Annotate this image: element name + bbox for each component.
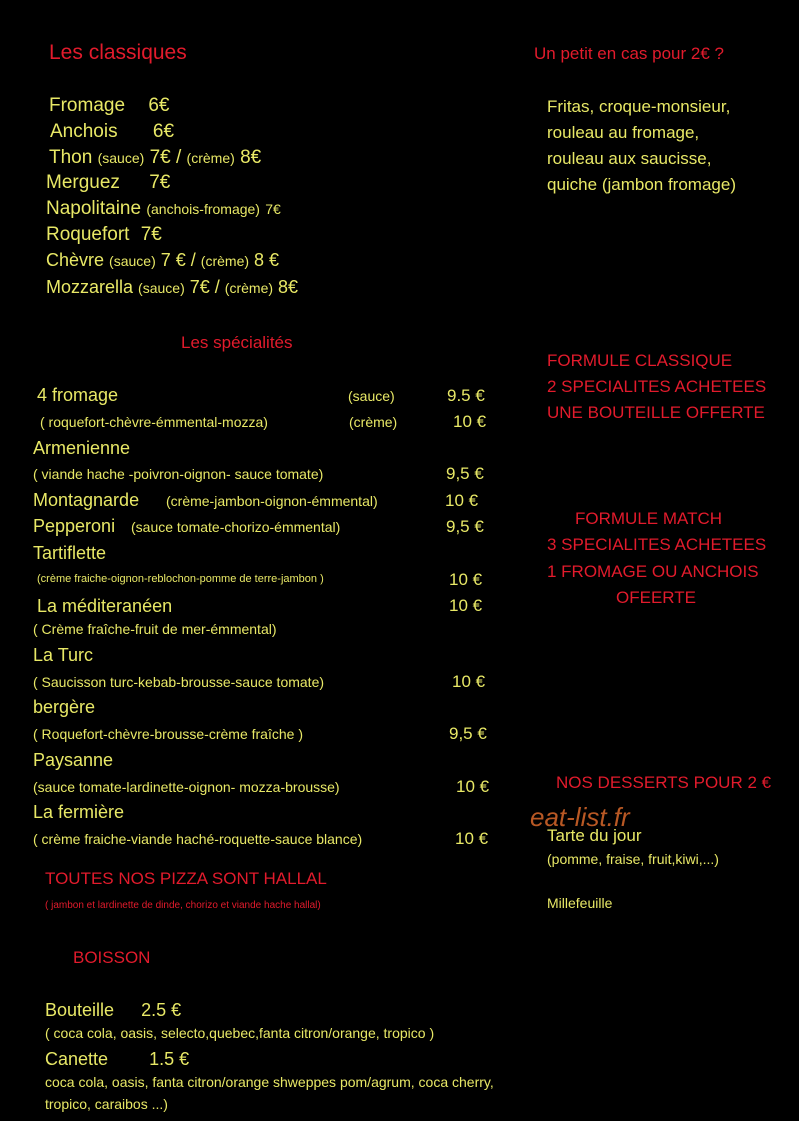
spec-desc: (crème-jambon-oignon-émmental) xyxy=(166,493,378,509)
item-price: 7 € / xyxy=(160,250,196,270)
spec-name: Paysanne xyxy=(33,750,114,770)
spec-option: (crème) xyxy=(349,414,398,430)
spec-price: 9,5 € xyxy=(449,724,487,743)
item-name: Thon xyxy=(49,147,93,168)
item-price: 8€ xyxy=(240,147,262,168)
formule-match-line: 3 SPECIALITES ACHETEES xyxy=(547,535,767,554)
encas-line: quiche (jambon fromage) xyxy=(547,175,736,194)
spec-desc: (sauce tomate-chorizo-émmental) xyxy=(131,519,341,535)
spec-name: Montagnarde xyxy=(33,490,140,510)
spec-name: La méditeranéen xyxy=(37,596,173,616)
spec-price: 10 € xyxy=(452,672,486,691)
item-price: 7€ xyxy=(265,201,281,217)
item-price: 7€ xyxy=(140,224,162,245)
spec-name: 4 fromage xyxy=(37,385,119,405)
classique-roquefort xyxy=(46,225,162,244)
hallal-title: TOUTES NOS PIZZA SONT HALLAL xyxy=(45,869,327,888)
hallal-note: ( jambon et lardinette de dinde, chorizo et viande hache hallal) xyxy=(45,900,321,911)
dessert-desc: (pomme, fraise, fruit,kiwi,...) xyxy=(547,851,719,867)
item-price: 7€ xyxy=(149,172,171,193)
boisson-bouteille-desc: ( coca cola, oasis, selecto,quebec,fanta citron/orange, tropico ) xyxy=(45,1025,435,1041)
boisson-title: BOISSON xyxy=(73,948,151,967)
item-price: 1.5 € xyxy=(149,1049,190,1069)
spec-desc: (sauce tomate-lardinette-oignon- mozza-brousse) xyxy=(33,779,340,795)
spec-name: bergère xyxy=(33,697,96,717)
item-name: Anchois xyxy=(50,121,118,142)
encas-title: Un petit en cas pour 2€ ? xyxy=(534,44,724,63)
classique-mozzarella xyxy=(46,278,298,296)
classique-thon xyxy=(49,148,261,167)
item-name: Bouteille xyxy=(45,1000,115,1020)
spec-desc: (crème fraiche-oignon-reblochon-pomme de terre-jambon ) xyxy=(37,573,324,585)
item-option: (sauce) xyxy=(97,150,145,166)
boisson-canette-desc: coca cola, oasis, fanta citron/orange shweppes pom/agrum, coca cherry, xyxy=(45,1074,494,1090)
item-name: Merguez xyxy=(46,172,120,193)
dessert-item: Millefeuille xyxy=(547,895,613,911)
classique-napolitaine xyxy=(46,199,281,218)
item-price: 6€ xyxy=(148,95,170,116)
spec-name: Tartiflette xyxy=(33,543,107,563)
item-name: Mozzarella xyxy=(46,277,134,297)
item-desc: (anchois-fromage) xyxy=(146,201,260,217)
boisson-bouteille xyxy=(45,1001,181,1019)
spec-price: 10 € xyxy=(445,491,479,510)
item-option: (crème) xyxy=(224,280,274,296)
spec-name: Armenienne xyxy=(33,438,131,458)
desserts-title: NOS DESSERTS POUR 2 € xyxy=(556,773,772,792)
item-name: Fromage xyxy=(49,95,126,116)
formule-classique-line: FORMULE CLASSIQUE xyxy=(547,351,733,370)
classique-merguez xyxy=(46,173,170,192)
dessert-item: Tarte du jour xyxy=(547,826,642,845)
spec-price: 9,5 € xyxy=(446,517,484,536)
spec-price: 10 € xyxy=(455,829,489,848)
item-option: (sauce) xyxy=(109,253,156,269)
spec-price: 10 € xyxy=(456,777,490,796)
item-price: 6€ xyxy=(152,121,175,142)
spec-price: 10 € xyxy=(449,570,483,589)
spec-desc: ( Roquefort-chèvre-brousse-crème fraîche ) xyxy=(33,726,303,742)
spec-price: 10 € xyxy=(453,412,487,431)
boisson-canette-desc: tropico, caraibos ...) xyxy=(45,1096,168,1112)
item-price: 8€ xyxy=(278,277,299,297)
item-option: (sauce) xyxy=(138,280,185,296)
item-name: Napolitaine xyxy=(46,198,142,219)
formule-classique-line: UNE BOUTEILLE OFFERTE xyxy=(547,403,765,422)
classique-anchois xyxy=(50,122,174,141)
spec-price: 9,5 € xyxy=(446,464,484,483)
spec-price: 9.5 € xyxy=(447,386,485,405)
spec-desc: ( roquefort-chèvre-émmental-mozza) xyxy=(40,414,268,430)
item-name: Roquefort xyxy=(46,224,130,245)
spec-desc: ( Crème fraîche-fruit de mer-émmental) xyxy=(33,621,277,637)
item-name: Chèvre xyxy=(46,250,105,270)
item-option: (crème) xyxy=(186,150,235,166)
spec-price: 10 € xyxy=(449,596,483,615)
item-price: 2.5 € xyxy=(141,1000,182,1020)
spec-desc: ( crème fraiche-viande haché-roquette-sauce blance) xyxy=(33,831,363,847)
spec-desc: ( viande hache -poivron-oignon- sauce tomate) xyxy=(33,466,324,482)
item-price: 7€ / xyxy=(149,147,182,168)
boisson-canette xyxy=(45,1050,189,1068)
encas-line: rouleau au fromage, xyxy=(547,123,700,142)
classique-chevre xyxy=(46,251,279,269)
item-price: 8 € xyxy=(254,250,280,270)
classiques-title: Les classiques xyxy=(49,41,187,64)
item-price: 7€ / xyxy=(189,277,220,297)
item-name: Canette xyxy=(45,1049,109,1069)
spec-option: (sauce) xyxy=(348,388,395,404)
formule-match-line: FORMULE MATCH xyxy=(575,509,723,528)
spec-name: La Turc xyxy=(33,645,94,665)
spec-name: La fermière xyxy=(33,802,125,822)
classique-fromage xyxy=(49,96,169,115)
encas-line: rouleau aux saucisse, xyxy=(547,149,712,168)
specialites-title: Les spécialités xyxy=(181,333,293,352)
formule-match-line: OFEERTE xyxy=(616,588,696,607)
spec-name: Pepperoni xyxy=(33,516,116,536)
spec-desc: ( Saucisson turc-kebab-brousse-sauce tomate) xyxy=(33,674,325,690)
formule-classique-line: 2 SPECIALITES ACHETEES xyxy=(547,377,767,396)
watermark: eat-list.fr xyxy=(530,802,630,832)
encas-line: Fritas, croque-monsieur, xyxy=(547,97,731,116)
formule-match-line: 1 FROMAGE OU ANCHOIS xyxy=(547,562,759,581)
item-option: (crème) xyxy=(200,253,250,269)
